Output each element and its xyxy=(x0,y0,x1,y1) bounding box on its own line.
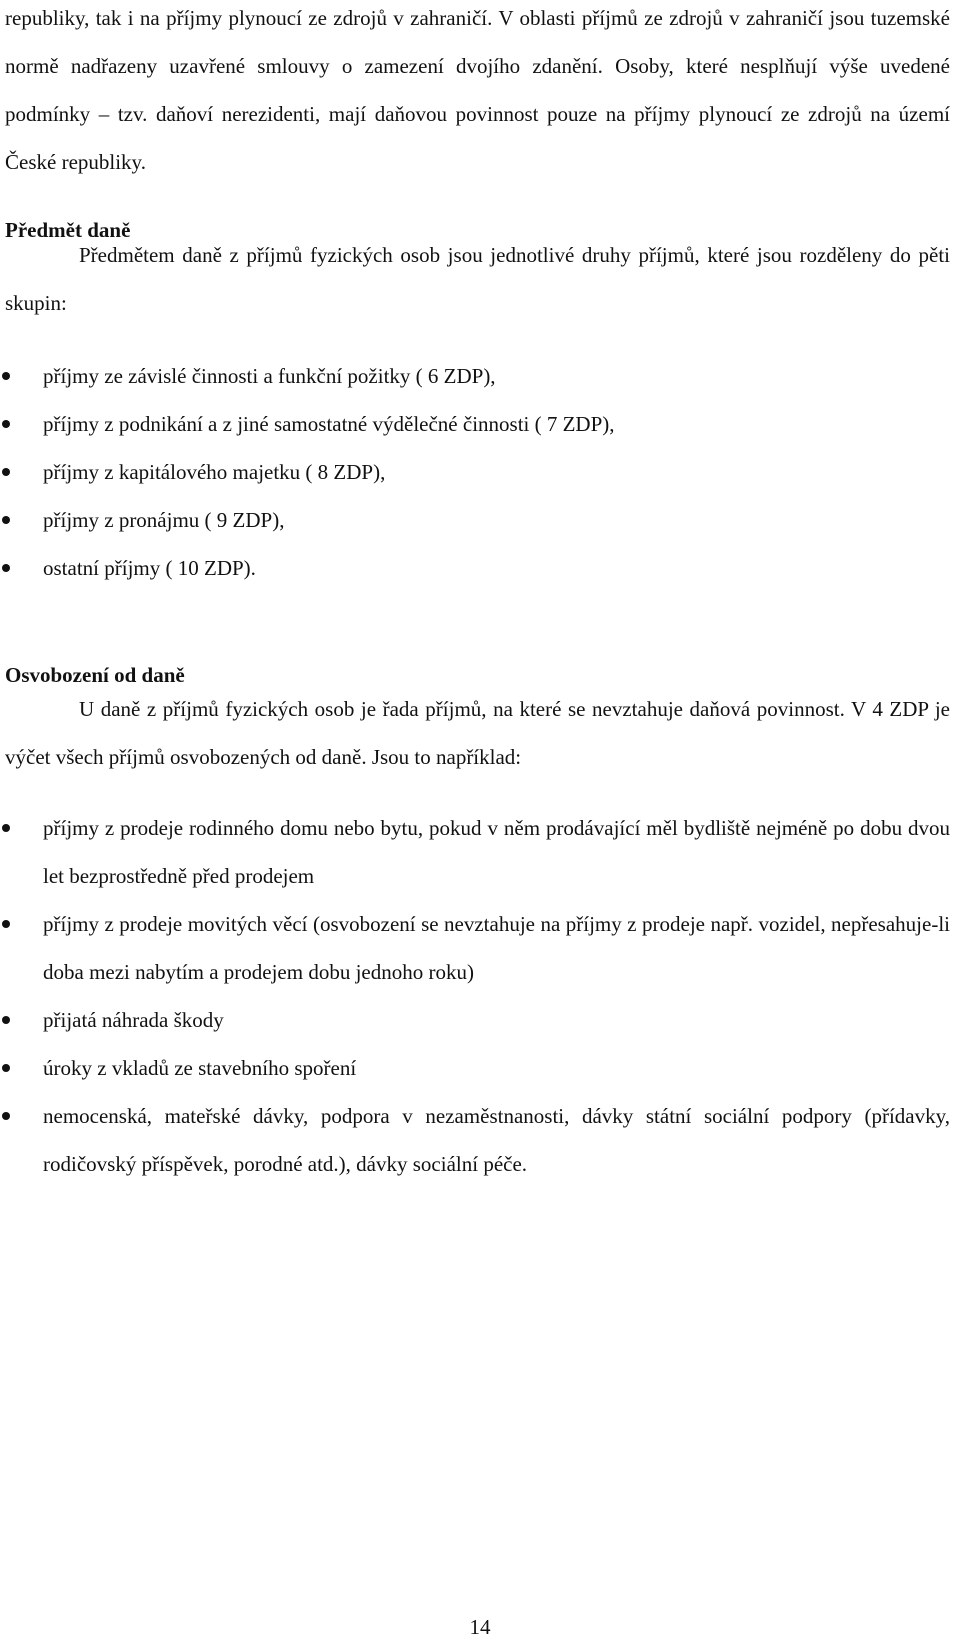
list-item xyxy=(0,352,950,400)
bullet-icon xyxy=(2,1016,10,1024)
list-item xyxy=(0,496,950,544)
list-item-text: ostatní příjmy ( 10 ZDP). xyxy=(43,556,256,580)
list-item xyxy=(0,544,950,592)
list-item-text: příjmy z kapitálového majetku ( 8 ZDP), xyxy=(43,460,386,484)
list-item xyxy=(0,900,950,996)
bullet-icon xyxy=(2,372,10,380)
bullet-icon xyxy=(2,564,10,572)
list-item xyxy=(0,1092,950,1188)
intro-paragraph: republiky, tak i na příjmy plynoucí ze zdrojů v zahraničí. V oblasti příjmů ze zdrojů v zahraničí jsou tuzemské normě nadřazeny uzavřené smlouvy o zamezení dvojího zdanění. Osoby, které nesplňují výše uvedené podmínky – tzv. daňoví nerezidenti, mají daňovou povinnost pouze na příjmy plynoucí ze zdrojů na území České republiky. xyxy=(5,6,950,174)
section-heading-osvobozeni: Osvobození od daně xyxy=(5,663,185,687)
section1-paragraph: Předmětem daně z příjmů fyzických osob jsou jednotlivé druhy příjmů, které jsou rozděleny do pěti skupin: xyxy=(5,243,950,315)
bullet-icon xyxy=(2,420,10,428)
list-item-text: příjmy z pronájmu ( 9 ZDP), xyxy=(43,508,285,532)
list-item xyxy=(0,400,950,448)
list-item-text: úroky z vkladů ze stavebního spoření xyxy=(43,1056,357,1080)
list-item-text: příjmy ze závislé činnosti a funkční požitky ( 6 ZDP), xyxy=(43,364,496,388)
exempt-income-list xyxy=(0,804,950,1188)
list-item-text: příjmy z prodeje movitých věcí (osvobození se nevztahuje na příjmy z prodeje např. vozidel, nepřesahuje-li doba mezi nabytím a prodejem dobu jednoho roku) xyxy=(43,912,950,984)
bullet-icon xyxy=(2,824,10,832)
page-number: 14 xyxy=(469,1615,491,1639)
list-item xyxy=(0,448,950,496)
list-item xyxy=(0,996,950,1044)
bullet-icon xyxy=(2,920,10,928)
list-item xyxy=(0,804,950,900)
list-item-text: nemocenská, mateřské dávky, podpora v nezaměstnanosti, dávky státní sociální podpory (přídavky, rodičovský příspěvek, porodné atd.), dávky sociální péče. xyxy=(43,1104,950,1176)
bullet-icon xyxy=(2,516,10,524)
section2-paragraph: U daně z příjmů fyzických osob je řada příjmů, na které se nevztahuje daňová povinnost. V 4 ZDP je výčet všech příjmů osvobozených od daně. Jsou to například: xyxy=(5,697,950,769)
list-item-text: příjmy z podnikání a z jiné samostatné výdělečné činnosti ( 7 ZDP), xyxy=(43,412,615,436)
list-item-text: přijatá náhrada škody xyxy=(43,1008,224,1032)
income-types-list xyxy=(0,352,950,592)
list-item xyxy=(0,1044,950,1092)
section-heading-predmet-dane: Předmět daně xyxy=(5,218,131,242)
bullet-icon xyxy=(2,1112,10,1120)
bullet-icon xyxy=(2,1064,10,1072)
list-item-text: příjmy z prodeje rodinného domu nebo bytu, pokud v něm prodávající měl bydliště nejméně po dobu dvou let bezprostředně před prodejem xyxy=(43,816,950,888)
bullet-icon xyxy=(2,468,10,476)
